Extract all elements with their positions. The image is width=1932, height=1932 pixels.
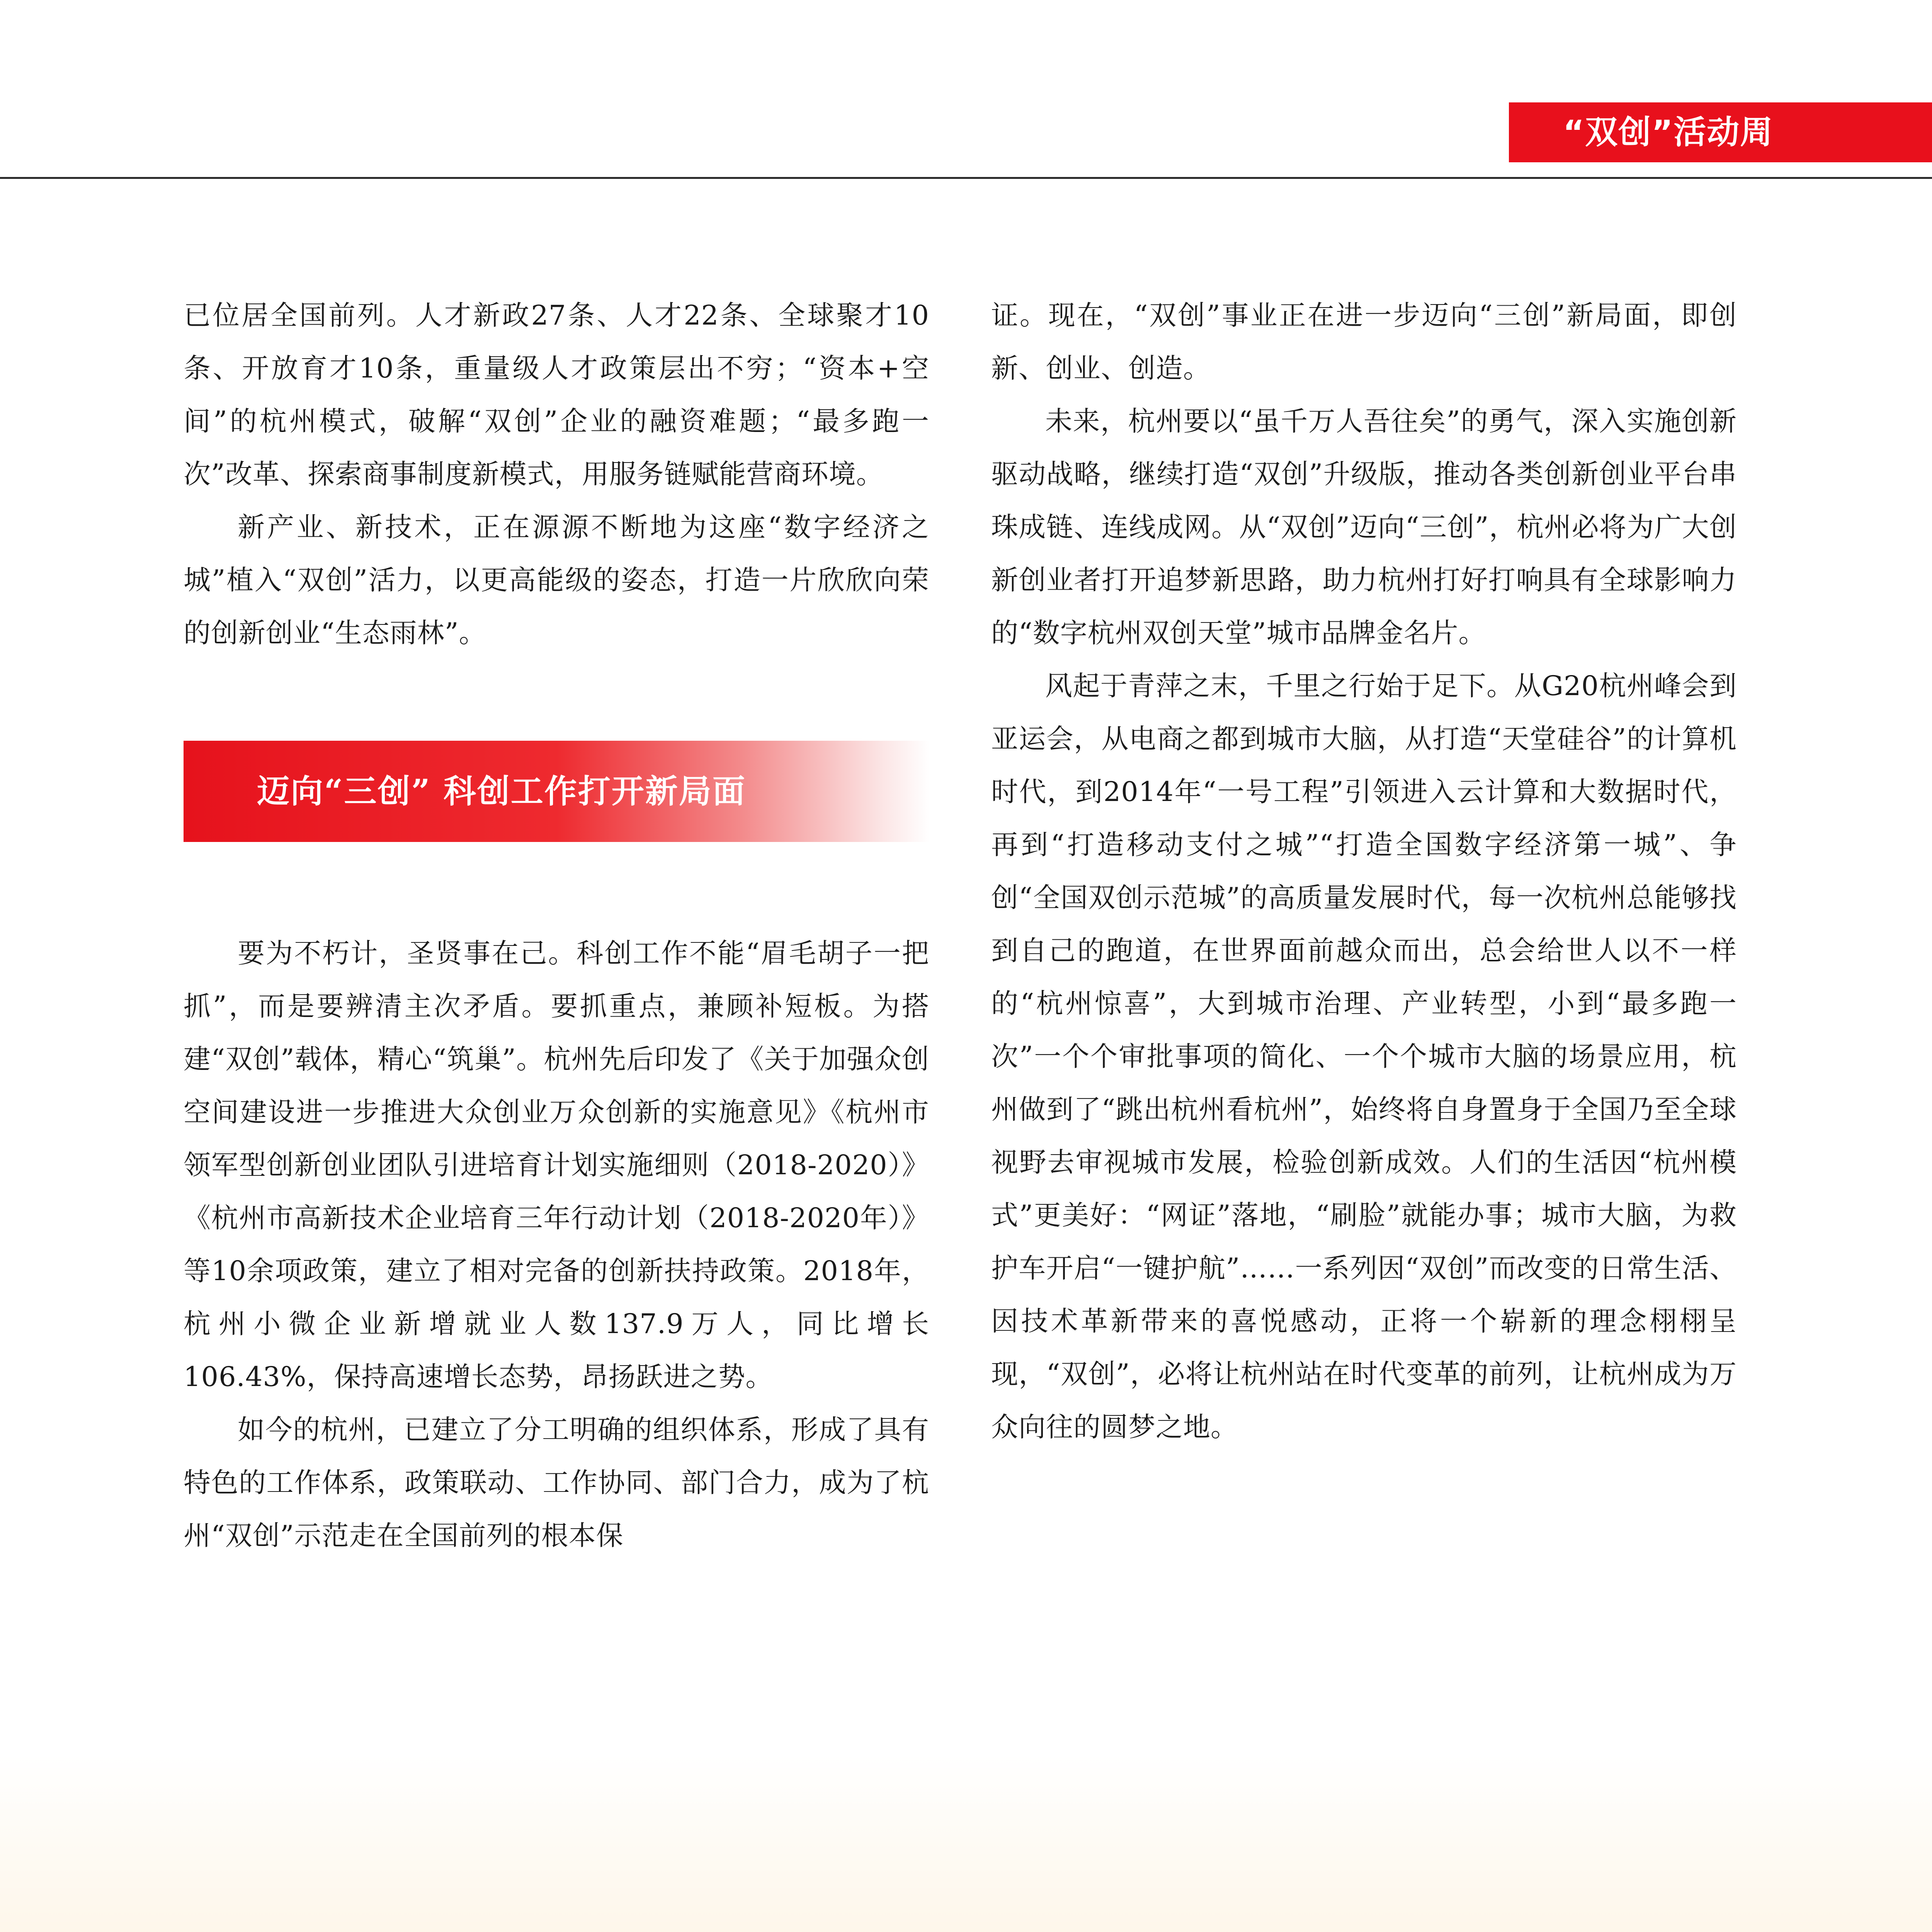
paragraph: 风起于青萍之末，千里之行始于足下。从G20杭州峰会到亚运会，从电商之都到城市大脑，从打造“天堂硅谷”的计算机时代，到2014年“一号工程”引领进入云计算和大数据时代，再到“打造移动支付之城”“打造全国数字经济第一城”、争创“全国双创示范城”的高质量发展时代，每一次杭州总能够找到自己的跑道，在世界面前越众而出，总会给世人以不一样的“杭州惊喜”，大到城市治理、产业转型，小到“最多跑一次”一个个审批事项的简化、一个个城市大脑的场景应用，杭州做到了“跳出杭州看杭州”，始终将自身置身于全国乃至全球视野去审视城市发展，检验创新成效。人们的生活因“杭州模式”更美好：“网证”落地，“刷脸”就能办事；城市大脑，为救护车开启“一键护航”……一系列因“双创”而改变的日常生活、因技术革新带来的喜悦感动，正将一个崭新的理念栩栩呈现，“双创”，必将让杭州站在时代变革的前列，让杭州成为万众向往的圆梦之地。 <box>991 670 1737 1443</box>
header-rule <box>0 177 1932 179</box>
section-heading: 迈向“三创” 科创工作打开新局面 <box>184 741 929 842</box>
left-column <box>184 289 929 1562</box>
paragraph: 证。现在，“双创”事业正在进一步迈向“三创”新局面，即创新、创业、创造。 <box>991 299 1737 384</box>
paragraph: 要为不朽计，圣贤事在己。科创工作不能“眉毛胡子一把抓”，而是要辨清主次矛盾。要抓重点，兼顾补短板。为搭建“双创”载体，精心“筑巢”。杭州先后印发了《关于加强众创空间建设进一步推进大众创业万众创新的实施意见》《杭州市领军型创新创业团队引进培育计划实施细则（2018-2020）》《杭州市高新技术企业培育三年行动计划（2018-2020年）》等10余项政策，建立了相对完备的创新扶持政策。2018年，杭州小微企业新增就业人数137.9万人，同比增长106.43%，保持高速增长态势，昂扬跃进之势。 <box>184 937 929 1393</box>
paragraph: 已位居全国前列。人才新政27条、人才22条、全球聚才10条、开放育才10条，重量级人才政策层出不穷；“资本+空间”的杭州模式，破解“双创”企业的融资难题；“最多跑一次”改革、探索商事制度新模式，用服务链赋能营商环境。 <box>184 299 929 490</box>
paragraph: 新产业、新技术，正在源源不断地为这座“数字经济之城”植入“双创”活力，以更高能级的姿态，打造一片欣欣向荣的创新创业“生态雨林”。 <box>184 511 929 649</box>
paragraph: 如今的杭州，已建立了分工明确的组织体系，形成了具有特色的工作体系，政策联动、工作协同、部门合力，成为了杭州“双创”示范走在全国前列的根本保 <box>184 1414 929 1551</box>
paragraph: 未来，杭州要以“虽千万人吾往矣”的勇气，深入实施创新驱动战略，继续打造“双创”升级版，推动各类创新创业平台串珠成链、连线成网。从“双创”迈向“三创”，杭州必将为广大创新创业者打开追梦新思路，助力杭州打好打响具有全球影响力的“数字杭州双创天堂”城市品牌金名片。 <box>991 405 1737 649</box>
section-tag: “双创”活动周 <box>1509 102 1932 162</box>
right-column <box>991 289 1737 1454</box>
city-skyline-image <box>0 1754 1932 1932</box>
